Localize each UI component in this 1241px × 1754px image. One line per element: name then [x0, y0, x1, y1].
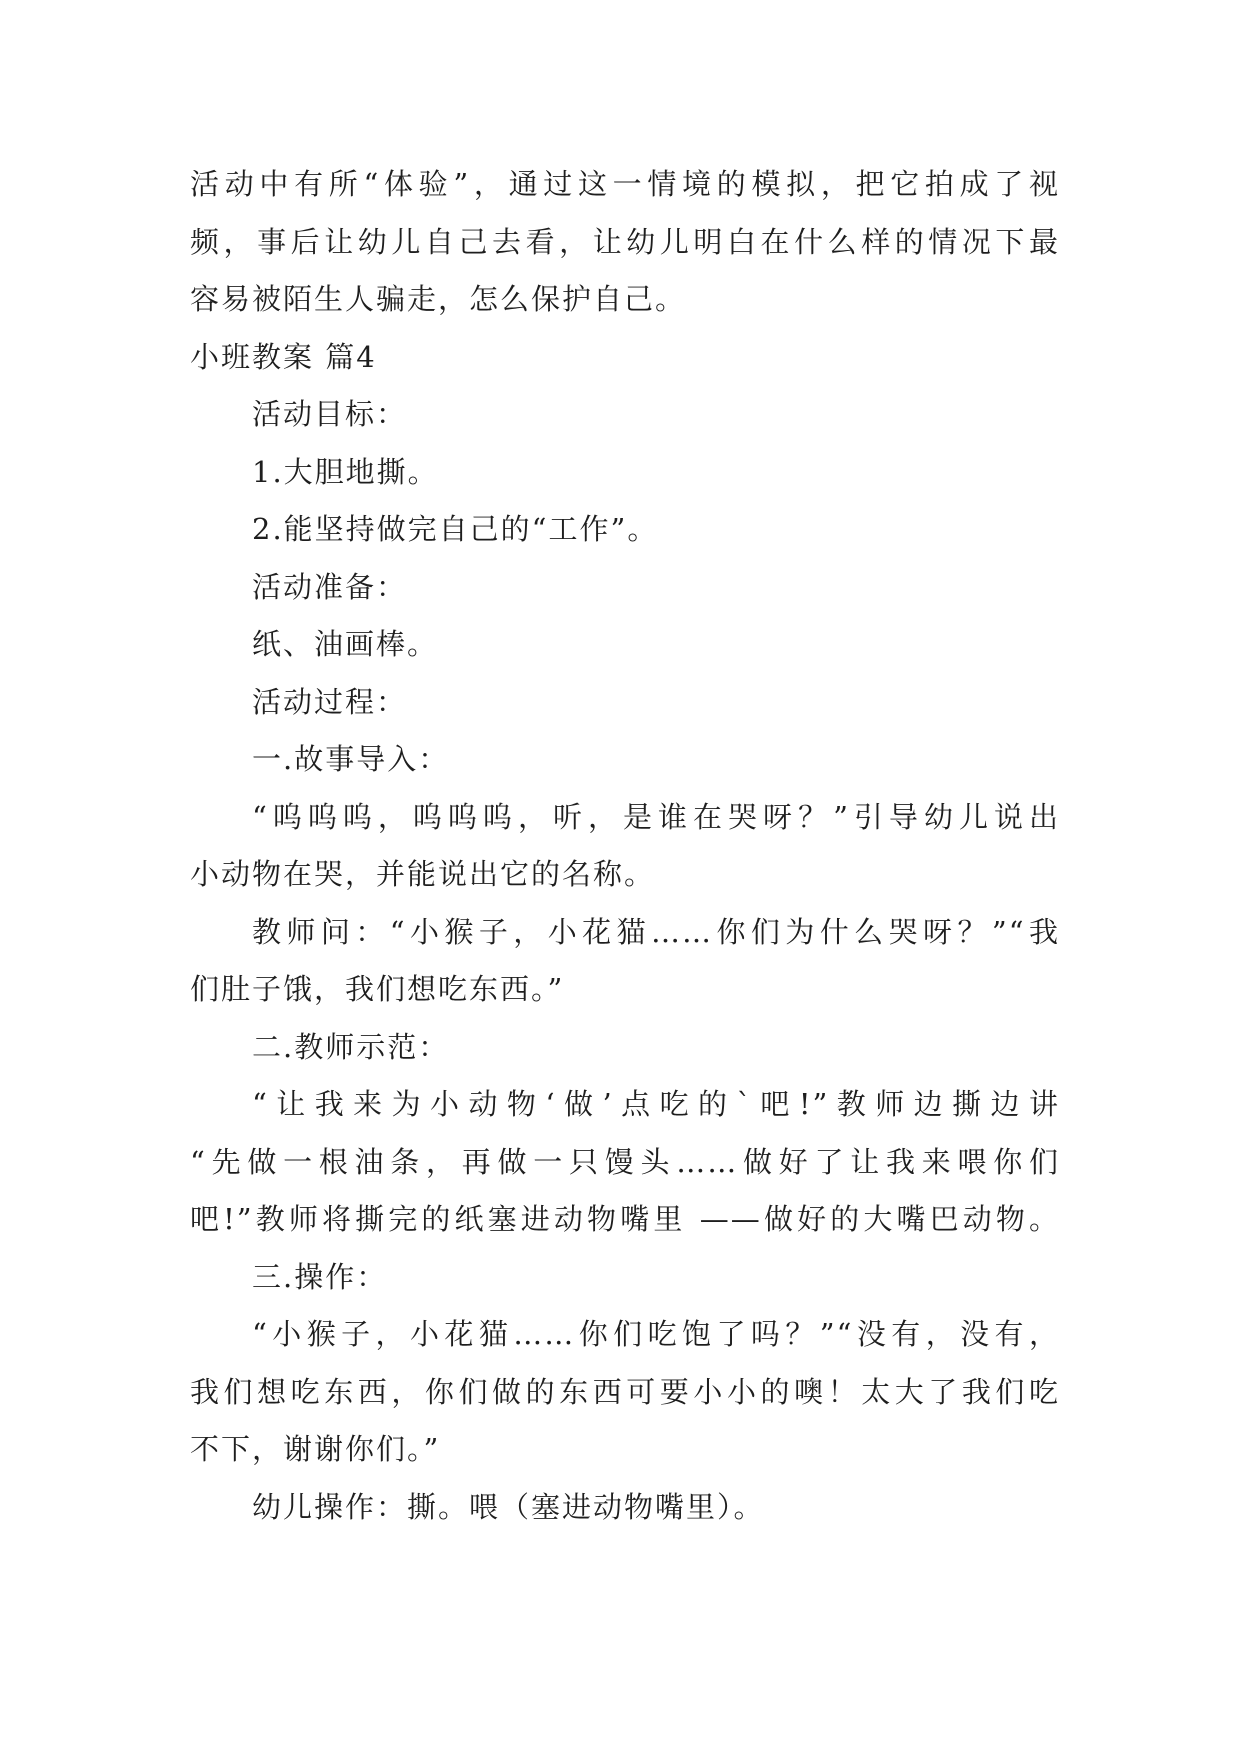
text-line: “先做一根油条，再做一只馒头……做好了让我来喂你们 — [190, 1144, 1060, 1179]
text-line: 不下，谢谢你们。” — [190, 1432, 441, 1466]
text-line: 容易被陌生人骗走，怎么保护自己。 — [190, 282, 687, 316]
list-item: 2.能坚持做完自己的“工作”。 — [252, 512, 659, 546]
text-line: “让我来为小动物‘做’点吃的`吧!”教师边撕边讲 — [252, 1087, 1060, 1121]
list-item: 1.大胆地撕。 — [252, 454, 439, 489]
step-heading: 二.教师示范： — [252, 1029, 450, 1064]
section-heading: 小班教案 篇4 — [190, 339, 377, 374]
text-line: 频，事后让幼儿自己去看，让幼儿明白在什么样的情况下最 — [190, 224, 1060, 259]
document-body — [190, 156, 1060, 1536]
text-line: “呜呜呜，呜呜呜，听，是谁在哭呀？”引导幼儿说出 — [252, 799, 1060, 834]
subheading-activity-process: 活动过程： — [252, 684, 408, 719]
step-heading: 一.故事导入： — [252, 742, 450, 776]
text-line: 我们想吃东西，你们做的东西可要小小的噢！太大了我们吃 — [190, 1374, 1060, 1409]
text-line: 吧!”教师将撕完的纸塞进动物嘴里 ——做好的大嘴巴动物。 — [190, 1202, 1060, 1236]
text-line: 幼儿操作：撕。喂（塞进动物嘴里）。 — [252, 1489, 765, 1524]
text-line: 小动物在哭，并能说出它的名称。 — [190, 857, 656, 891]
subheading-activity-goals: 活动目标： — [252, 397, 408, 431]
text-line: “小猴子，小花猫……你们吃饱了吗？”“没有，没有， — [252, 1317, 1060, 1351]
text-line: 纸、油画棒。 — [252, 627, 439, 661]
subheading-activity-preparation: 活动准备： — [252, 569, 408, 604]
step-heading: 三.操作： — [252, 1259, 388, 1294]
text-line: 们肚子饿，我们想吃东西。” — [190, 972, 565, 1006]
text-line: 教师问：“小猴子，小花猫……你们为什么哭呀？”“我 — [252, 914, 1060, 949]
text-line: 活动中有所“体验”，通过这一情境的模拟，把它拍成了视 — [190, 167, 1060, 201]
